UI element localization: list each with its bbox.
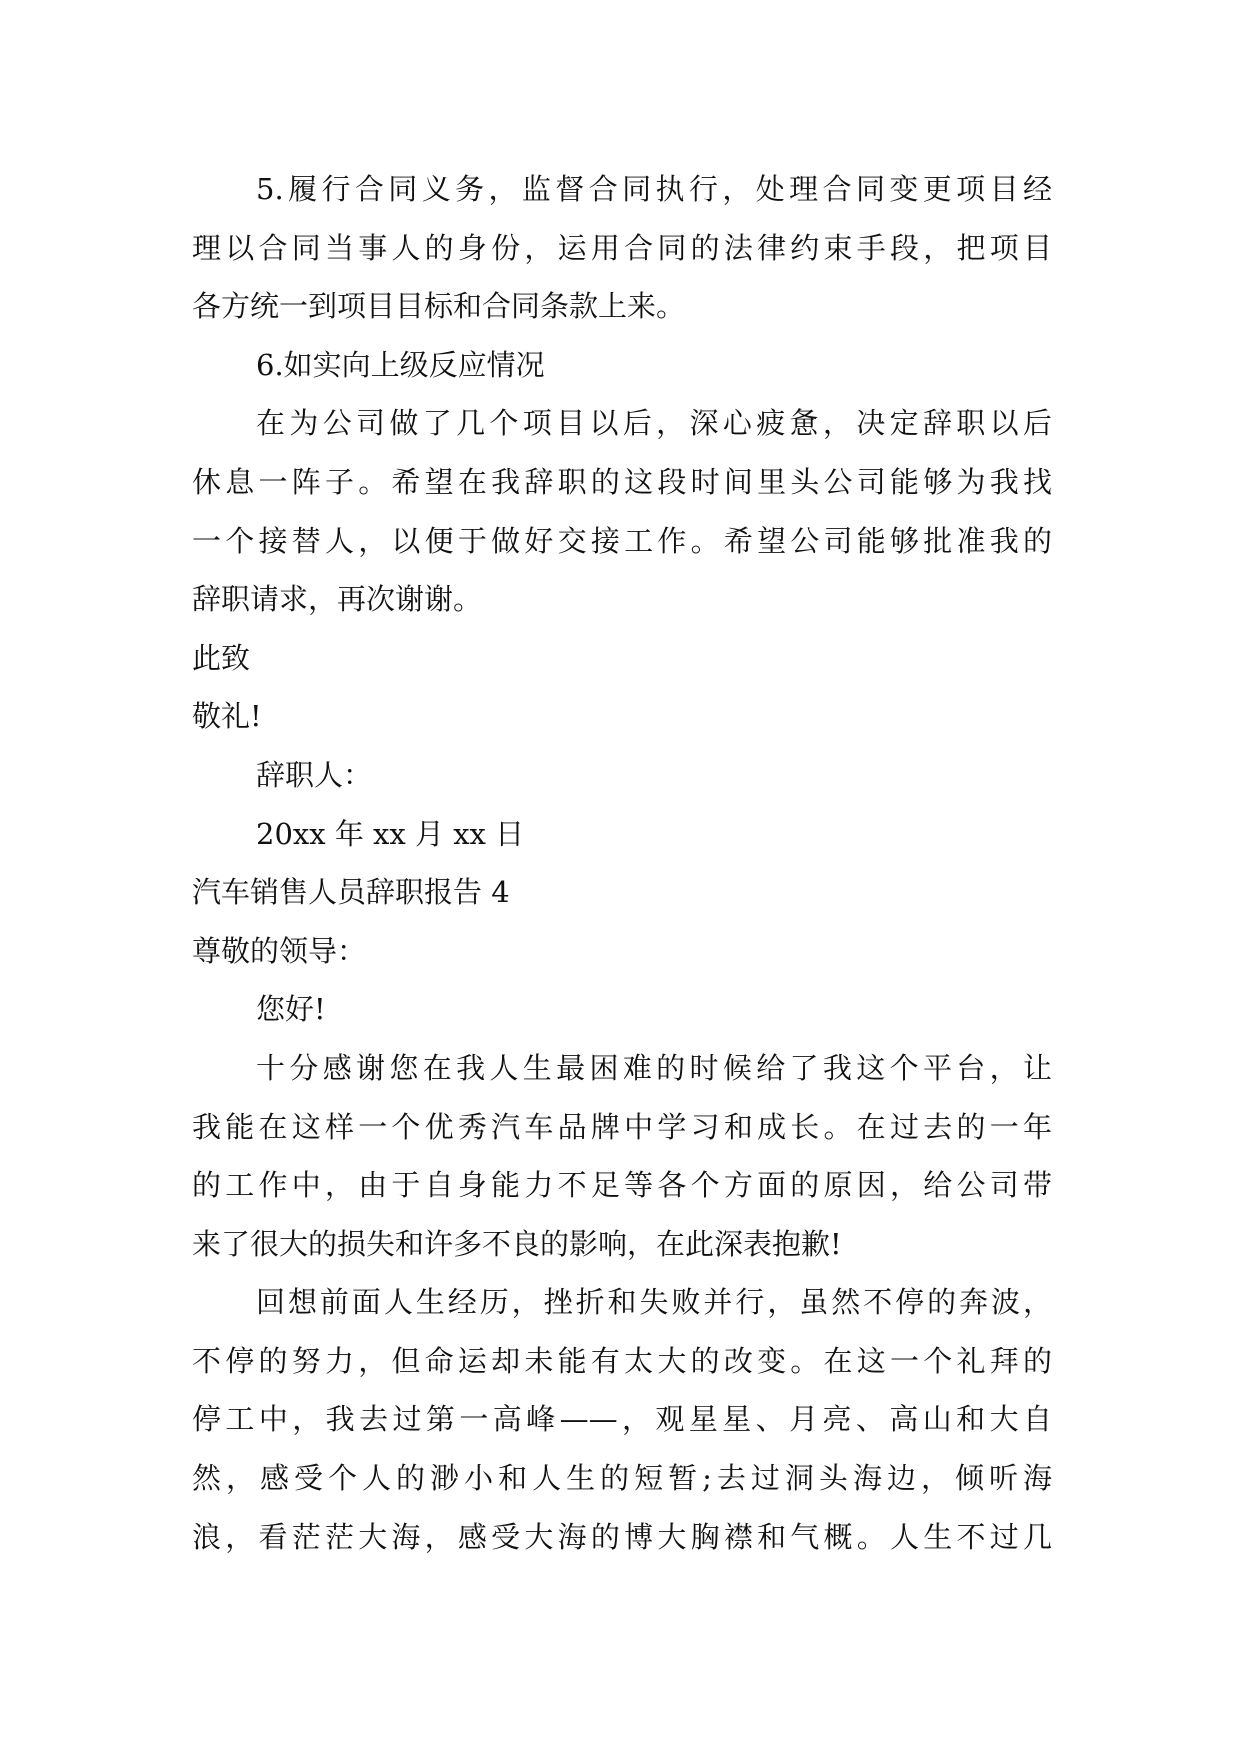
paragraph-line: 我能在这样一个优秀汽车品牌中学习和成长。在过去的一年	[192, 1109, 1052, 1144]
closing-regards: 敬礼!	[192, 699, 262, 734]
paragraph-line: 在为公司做了几个项目以后，深心疲惫，决定辞职以后	[256, 406, 1052, 441]
paragraph-line: 休息一阵子。希望在我辞职的这段时间里头公司能够为我找	[192, 464, 1052, 499]
paragraph-line: 理以合同当事人的身份，运用合同的法律约束手段，把项目	[192, 230, 1052, 265]
greeting-hello: 您好!	[256, 992, 326, 1027]
paragraph-line: 一个接替人，以便于做好交接工作。希望公司能够批准我的	[192, 523, 1052, 558]
paragraph-line: 辞职请求，再次谢谢。	[192, 582, 483, 617]
paragraph-line: 停工中，我去过第一高峰——，观星星、月亮、高山和大自	[192, 1402, 1052, 1437]
paragraph-line: 十分感谢您在我人生最困难的时候给了我这个平台，让	[256, 1050, 1052, 1085]
document-body	[192, 160, 1052, 1566]
paragraph-line: 各方统一到项目目标和合同条款上来。	[192, 289, 686, 324]
signature-date: 20xx 年 xx 月 xx 日	[256, 816, 525, 851]
paragraph-line: 浪，看茫茫大海，感受大海的博大胸襟和气概。人生不过几	[192, 1519, 1052, 1554]
greeting-recipient: 尊敬的领导：	[192, 933, 367, 968]
closing-salutation: 此致	[192, 640, 251, 675]
paragraph-line: 5.履行合同义务，监督合同执行，处理合同变更项目经	[256, 172, 1052, 206]
paragraph-line: 来了很大的损失和许多不良的影响，在此深表抱歉!	[192, 1226, 842, 1261]
paragraph-line: 6.如实向上级反应情况	[256, 347, 545, 382]
signature-label: 辞职人：	[256, 757, 373, 792]
section-title: 汽车销售人员辞职报告 4	[192, 875, 510, 910]
paragraph-line: 回想前面人生经历，挫折和失败并行，虽然不停的奔波，	[256, 1285, 1052, 1320]
paragraph-line: 然，感受个人的渺小和人生的短暂;去过洞头海边，倾听海	[192, 1461, 1052, 1496]
paragraph-line: 不停的努力，但命运却未能有太大的改变。在这一个礼拜的	[192, 1343, 1052, 1378]
paragraph-line: 的工作中，由于自身能力不足等各个方面的原因，给公司带	[192, 1168, 1052, 1203]
